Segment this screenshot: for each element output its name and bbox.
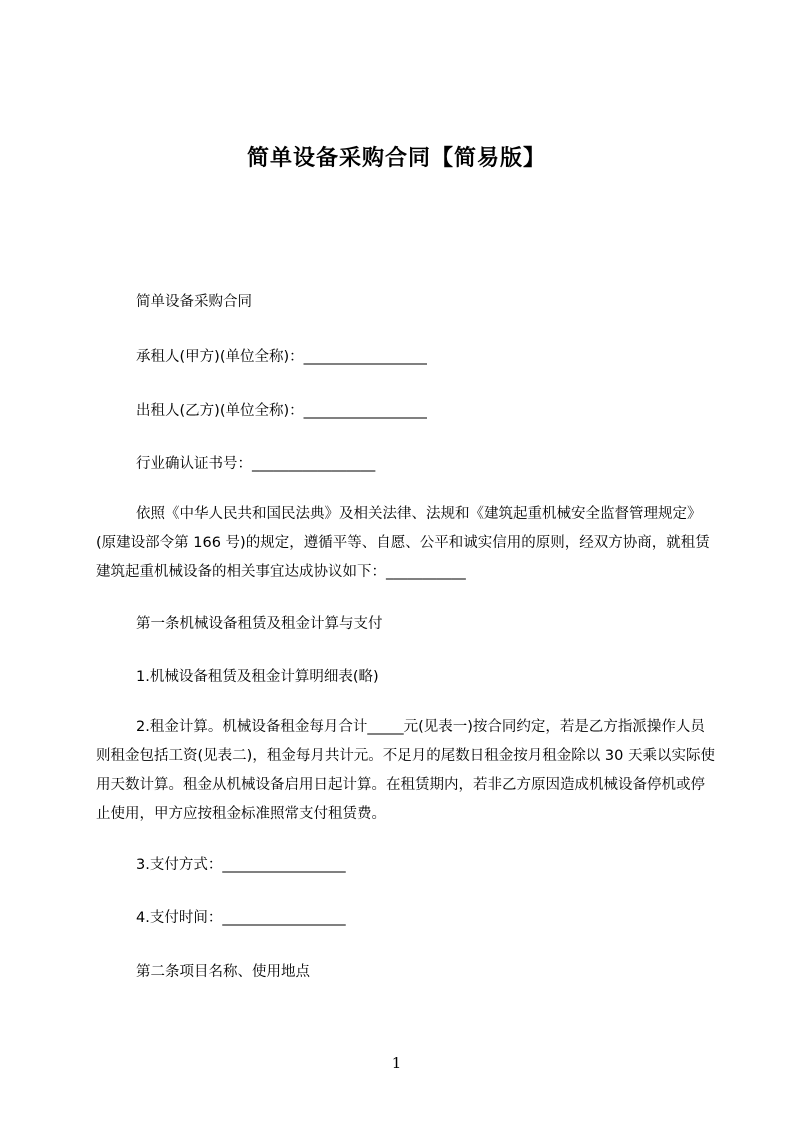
clause-3-payment-method: 3.支付方式：_________________ [136, 857, 346, 873]
lessee-field: 承租人(甲方)(单位全称)：_________________ [136, 349, 427, 365]
contract-heading: 简单设备采购合同 [136, 294, 252, 310]
clause-1-rental-table: 1.机械设备租赁及租金计算明细表(略) [136, 669, 379, 685]
page-number: 1 [391, 1054, 402, 1072]
preamble-paragraph: 依照《中华人民共和国民法典》及相关法律、法规和《建筑起重机械安全监督管理规定》(原建设部令第 166 号)的规定，遵循平等、自愿、公平和诚实信用的原则，经双方协商，就租赁建筑起重机械设备的相关事宜达成协议如下：___________ [96, 506, 710, 580]
certificate-number-field: 行业确认证书号：_________________ [136, 456, 376, 472]
article-two-heading: 第二条项目名称、使用地点 [136, 964, 310, 980]
article-one-heading: 第一条机械设备租赁及租金计算与支付 [136, 616, 383, 632]
clause-4-payment-time: 4.支付时间：_________________ [136, 910, 346, 926]
clause-2-rent-calculation: 2.租金计算。机械设备租金每月合计_____元(见表一)按合同约定，若是乙方指派操作人员则租金包括工资(见表二)，租金每月共计元。不足月的尾数日租金按月租金除以 30 天乘以实际使用天数计算。租金从机械设备启用日起计算。在租赁期内，若非乙方原因造成机械设备停机或停止使用，甲方应按租金标准照常支付租赁费。 [96, 719, 715, 822]
lessor-field: 出租人(乙方)(单位全称)：_________________ [136, 403, 427, 419]
document-title: 简单设备采购合同【简易版】 [246, 146, 546, 171]
